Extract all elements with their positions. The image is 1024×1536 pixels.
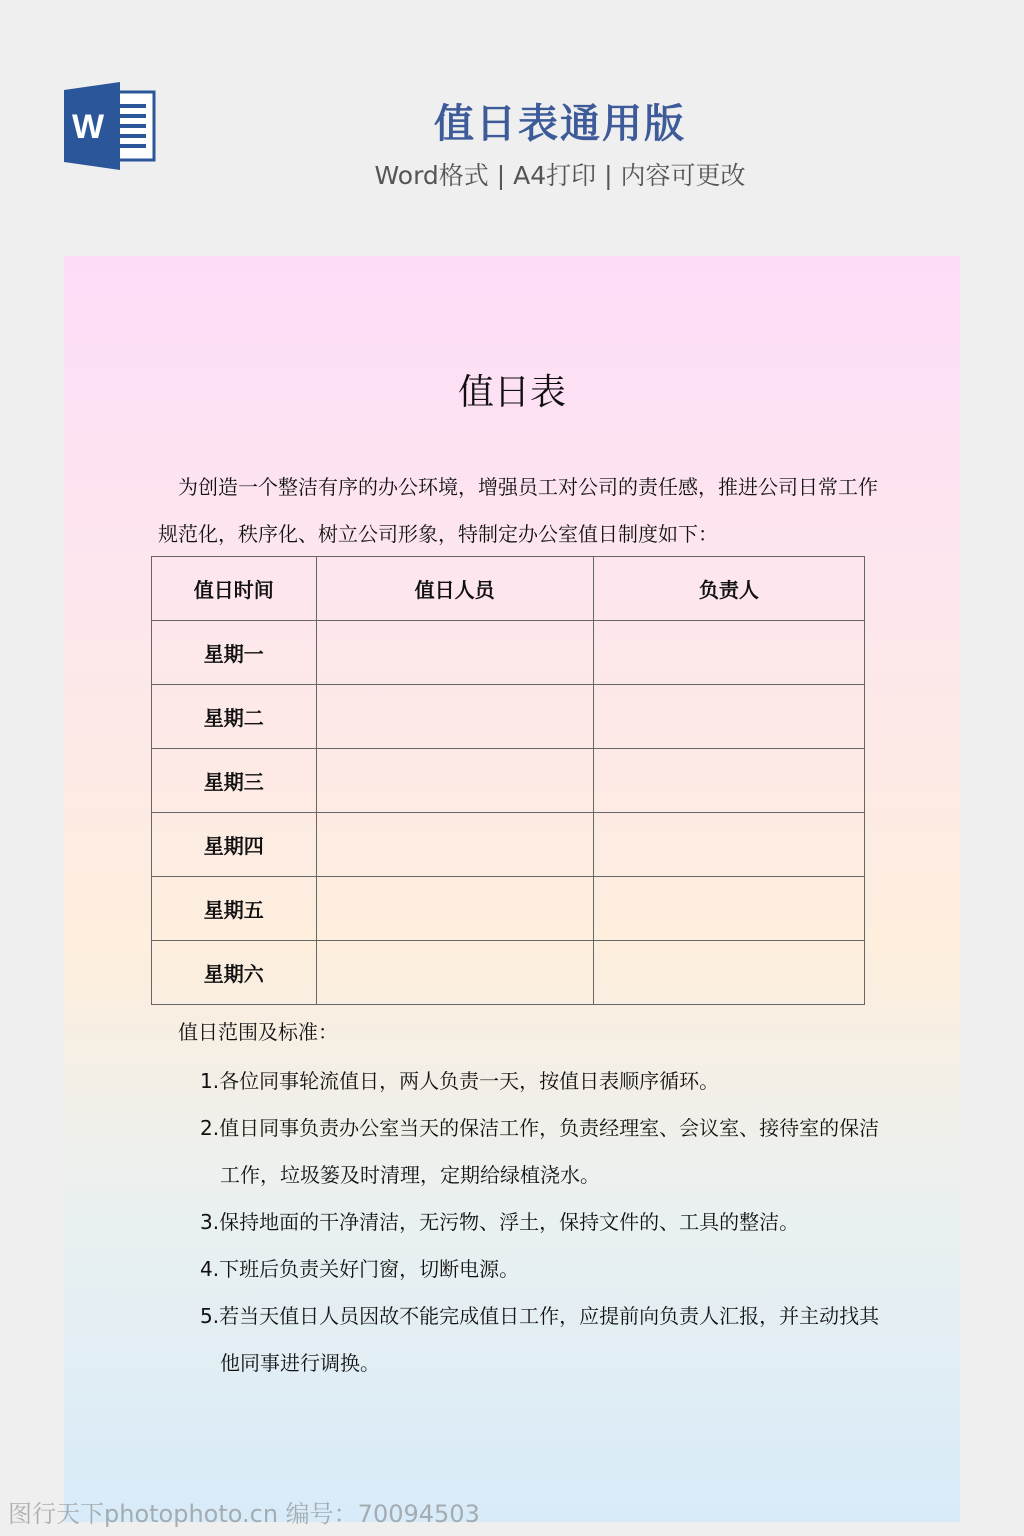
intro-paragraph: 为创造一个整洁有序的办公环境，增强员工对公司的责任感，推进公司日常工作规范化，秩序化、树立公司形象，特制定办公室值日制度如下： <box>158 475 878 546</box>
day-cell: 星期二 <box>152 685 317 749</box>
staff-cell <box>316 621 593 685</box>
day-cell: 星期四 <box>152 813 317 877</box>
list-item: 2.值日同事负责办公室当天的保洁工作，负责经理室、会议室、接待室的保洁工作，垃圾篓及时清理，定期给绿植浇水。 <box>200 1116 880 1187</box>
table-row <box>152 877 865 941</box>
page-title: 值日表通用版 <box>434 101 686 147</box>
list-item: 1.各位同事轮流值日，两人负责一天，按值日表顺序循环。 <box>200 1069 720 1093</box>
lead-cell <box>593 621 864 685</box>
rules-title: 值日范围及标准： <box>178 1020 338 1044</box>
day-cell: 星期五 <box>152 877 317 941</box>
lead-cell <box>593 941 864 1005</box>
lead-cell <box>593 749 864 813</box>
rules-list <box>200 1058 880 1387</box>
table-row <box>152 621 865 685</box>
table-row <box>152 941 865 1005</box>
header-duty-staff: 值日人员 <box>316 557 593 621</box>
list-item: 5.若当天值日人员因故不能完成值日工作，应提前向负责人汇报，并主动找其他同事进行调换。 <box>200 1304 880 1375</box>
lead-cell <box>593 685 864 749</box>
staff-cell <box>316 813 593 877</box>
lead-cell <box>593 877 864 941</box>
logo-letter: W <box>71 108 105 146</box>
table-header-row <box>152 557 865 621</box>
table-row <box>152 685 865 749</box>
watermark: 图行天下photophoto.cn 编号：70094503 <box>8 1500 480 1528</box>
page-subtitle: Word格式 | A4打印 | 内容可更改 <box>374 161 746 190</box>
document-paper <box>64 256 960 1522</box>
staff-cell <box>316 877 593 941</box>
table-row <box>152 749 865 813</box>
table-row <box>152 813 865 877</box>
day-cell: 星期一 <box>152 621 317 685</box>
staff-cell <box>316 941 593 1005</box>
staff-cell <box>316 749 593 813</box>
duty-table <box>151 556 865 1005</box>
header-duty-time: 值日时间 <box>152 557 317 621</box>
header-responsible: 负责人 <box>593 557 864 621</box>
lead-cell <box>593 813 864 877</box>
day-cell: 星期三 <box>152 749 317 813</box>
staff-cell <box>316 685 593 749</box>
list-item: 3.保持地面的干净清洁，无污物、浮土，保持文件的、工具的整洁。 <box>200 1210 800 1234</box>
document-title: 值日表 <box>457 372 566 413</box>
list-item: 4.下班后负责关好门窗，切断电源。 <box>200 1257 520 1281</box>
day-cell: 星期六 <box>152 941 317 1005</box>
